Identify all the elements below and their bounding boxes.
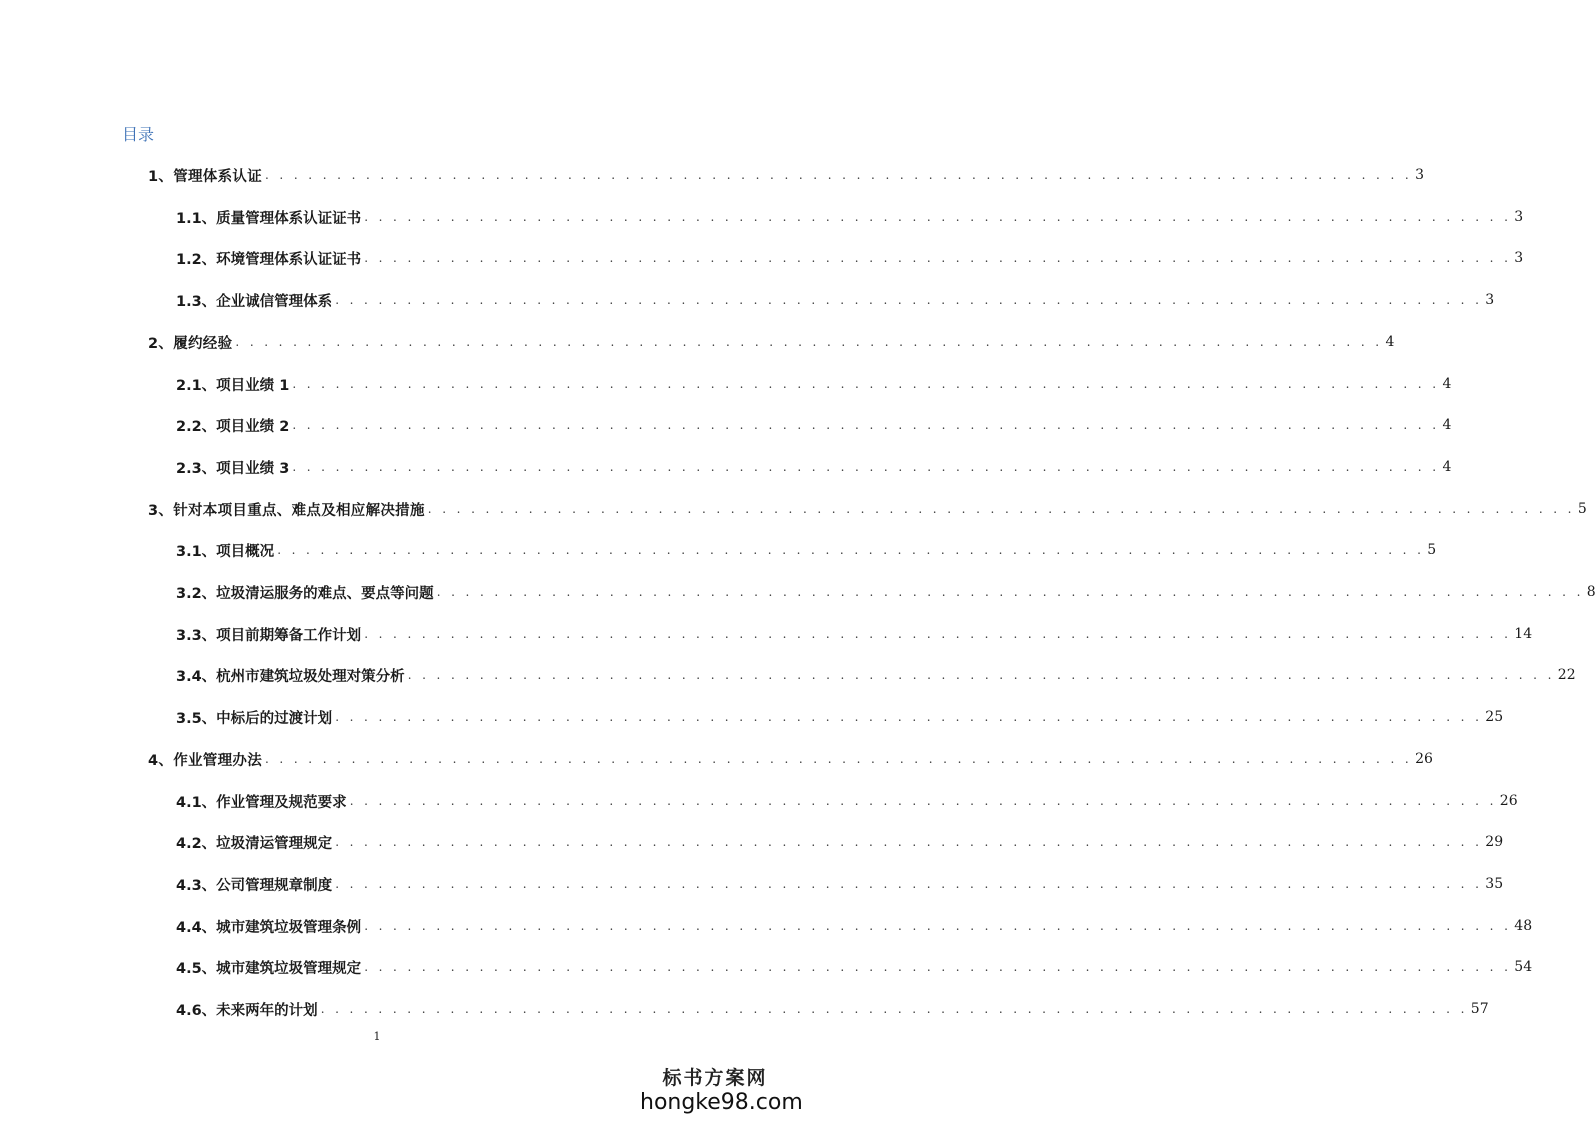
toc-entry-page: 4: [1442, 459, 1452, 475]
toc-leader-dots: . . . . . . . . . . . . . . . . . . . . . . . . . . . . . . . . . . . . . . . . . . . . . . . . . . . . . . . . . . . . . . . . . . . . . . . . . . . . . . . .: [364, 627, 1512, 641]
toc-entry-page: 3: [1415, 167, 1425, 183]
toc-entry[interactable]: [176, 915, 1533, 937]
toc-entry-text: 1.1、质量管理体系认证证书: [176, 210, 362, 227]
toc-entry-page: 4: [1385, 334, 1395, 350]
toc-entry-page: 4: [1442, 417, 1452, 433]
toc-entry-text: 2.2、项目业绩 2: [176, 418, 290, 435]
toc-entry-text: 4.5、城市建筑垃圾管理规定: [176, 960, 362, 977]
toc-entry[interactable]: [148, 331, 1395, 353]
toc-entry[interactable]: [176, 539, 1437, 561]
toc-entry[interactable]: [176, 373, 1452, 395]
toc-entry-text: 1.3、企业诚信管理体系: [176, 293, 333, 310]
toc-entry-page: 35: [1485, 876, 1504, 892]
toc-entry-page: 8: [1586, 584, 1596, 600]
toc-entry-page: 54: [1514, 959, 1533, 975]
toc-entry-page: 14: [1514, 626, 1533, 642]
toc-leader-dots: . . . . . . . . . . . . . . . . . . . . . . . . . . . . . . . . . . . . . . . . . . . . . . . . . . . . . . . . . . . . . . . . . . . . . . . . . . . . . . . .: [320, 1002, 1468, 1016]
toc-entry[interactable]: [176, 414, 1452, 436]
toc-entry[interactable]: [176, 581, 1596, 603]
toc-entry-text: 3、针对本项目重点、难点及相应解决措施: [148, 502, 425, 519]
toc-entry-page: 48: [1514, 918, 1533, 934]
toc-entry-text: 4.6、未来两年的计划: [176, 1002, 318, 1019]
toc-entry[interactable]: [176, 706, 1504, 728]
toc-leader-dots: . . . . . . . . . . . . . . . . . . . . . . . . . . . . . . . . . . . . . . . . . . . . . . . . . . . . . . . . . . . . . . . . . . . . . . . . . . . . . . . .: [364, 251, 1512, 265]
watermark-cn: 标书方案网: [662, 1067, 768, 1089]
toc-leader-dots: . . . . . . . . . . . . . . . . . . . . . . . . . . . . . . . . . . . . . . . . . . . . . . . . . . . . . . . . . . . . . . . . . . . . . . . . . . . . . . . .: [335, 877, 1483, 891]
toc-entry[interactable]: [148, 164, 1425, 186]
toc-entry-page: 29: [1485, 834, 1504, 850]
toc-leader-dots: . . . . . . . . . . . . . . . . . . . . . . . . . . . . . . . . . . . . . . . . . . . . . . . . . . . . . . . . . . . . . . . . . . . . . . . . . . . . . . . .: [407, 668, 1555, 682]
toc-leader-dots: . . . . . . . . . . . . . . . . . . . . . . . . . . . . . . . . . . . . . . . . . . . . . . . . . . . . . . . . . . . . . . . . . . . . . . . . . . . . . . . .: [235, 335, 1383, 349]
toc-leader-dots: . . . . . . . . . . . . . . . . . . . . . . . . . . . . . . . . . . . . . . . . . . . . . . . . . . . . . . . . . . . . . . . . . . . . . . . . . . . . . . . .: [335, 835, 1483, 849]
page-number: 1: [373, 1030, 381, 1043]
toc-leader-dots: . . . . . . . . . . . . . . . . . . . . . . . . . . . . . . . . . . . . . . . . . . . . . . . . . . . . . . . . . . . . . . . . . . . . . . . . . . . . . . . .: [265, 168, 1413, 182]
toc-leader-dots: . . . . . . . . . . . . . . . . . . . . . . . . . . . . . . . . . . . . . . . . . . . . . . . . . . . . . . . . . . . . . . . . . . . . . . . . . . . . . . . .: [292, 418, 1440, 432]
toc-entry-text: 1.2、环境管理体系认证证书: [176, 251, 362, 268]
toc-entry[interactable]: [176, 956, 1533, 978]
toc-entry-page: 5: [1427, 542, 1437, 558]
toc-title: 目录: [122, 125, 155, 144]
toc-entry[interactable]: [176, 873, 1504, 895]
toc-entry-page: 57: [1470, 1001, 1489, 1017]
toc-entry-text: 3.3、项目前期筹备工作计划: [176, 627, 362, 644]
toc-entry-text: 2.3、项目业绩 3: [176, 460, 290, 477]
toc-entry-text: 1、管理体系认证: [148, 168, 262, 185]
toc-entry-page: 26: [1499, 793, 1518, 809]
toc-entry-text: 2、履约经验: [148, 335, 233, 352]
toc-leader-dots: . . . . . . . . . . . . . . . . . . . . . . . . . . . . . . . . . . . . . . . . . . . . . . . . . . . . . . . . . . . . . . . . . . . . . . . . . . . . . . . .: [349, 794, 1497, 808]
toc-leader-dots: . . . . . . . . . . . . . . . . . . . . . . . . . . . . . . . . . . . . . . . . . . . . . . . . . . . . . . . . . . . . . . . . . . . . . . . . . . . . . . . .: [364, 960, 1512, 974]
toc-entry-text: 4.4、城市建筑垃圾管理条例: [176, 919, 362, 936]
toc-entry-text: 3.2、垃圾清运服务的难点、要点等问题: [176, 585, 434, 602]
toc-entry[interactable]: [176, 289, 1495, 311]
toc-entry[interactable]: [148, 748, 1433, 770]
toc-entry-text: 3.4、杭州市建筑垃圾处理对策分析: [176, 668, 405, 685]
toc-entry-page: 22: [1557, 667, 1576, 683]
toc-entry-text: 3.1、项目概况: [176, 543, 275, 560]
toc-entry-page: 5: [1577, 501, 1587, 517]
toc-entry[interactable]: [176, 831, 1504, 853]
watermark: [640, 1066, 803, 1116]
toc-leader-dots: . . . . . . . . . . . . . . . . . . . . . . . . . . . . . . . . . . . . . . . . . . . . . . . . . . . . . . . . . . . . . . . . . . . . . . . . . . . . . . . .: [364, 919, 1512, 933]
toc-entry[interactable]: [176, 456, 1452, 478]
toc-entry[interactable]: [176, 247, 1524, 269]
toc-entry-page: 25: [1485, 709, 1504, 725]
toc-leader-dots: . . . . . . . . . . . . . . . . . . . . . . . . . . . . . . . . . . . . . . . . . . . . . . . . . . . . . . . . . . . . . . . . . . . . . . . . . . . . . . . .: [436, 585, 1584, 599]
toc-entry-page: 3: [1485, 292, 1495, 308]
toc-entry-page: 26: [1415, 751, 1433, 767]
toc-entry-text: 4.1、作业管理及规范要求: [176, 794, 347, 811]
toc-entry[interactable]: [148, 498, 1587, 520]
toc-entry-text: 3.5、中标后的过渡计划: [176, 710, 333, 727]
toc-leader-dots: . . . . . . . . . . . . . . . . . . . . . . . . . . . . . . . . . . . . . . . . . . . . . . . . . . . . . . . . . . . . . . . . . . . . . . . . . . . . . . . .: [292, 377, 1440, 391]
toc-leader-dots: . . . . . . . . . . . . . . . . . . . . . . . . . . . . . . . . . . . . . . . . . . . . . . . . . . . . . . . . . . . . . . . . . . . . . . . . . . . . . . . .: [427, 502, 1575, 516]
toc-entry-page: 3: [1514, 250, 1524, 266]
toc-leader-dots: . . . . . . . . . . . . . . . . . . . . . . . . . . . . . . . . . . . . . . . . . . . . . . . . . . . . . . . . . . . . . . . . . . . . . . . . . . . . . . . .: [335, 293, 1483, 307]
toc-leader-dots: . . . . . . . . . . . . . . . . . . . . . . . . . . . . . . . . . . . . . . . . . . . . . . . . . . . . . . . . . . . . . . . . . . . . . . . . . . . . . . . .: [265, 752, 1413, 766]
toc-entry[interactable]: [176, 998, 1489, 1020]
toc-entry[interactable]: [176, 790, 1518, 812]
toc-entry-text: 4、作业管理办法: [148, 752, 262, 769]
watermark-en: hongke98.com: [640, 1090, 803, 1115]
toc-entry-text: 4.2、垃圾清运管理规定: [176, 835, 333, 852]
toc-entry[interactable]: [176, 664, 1576, 686]
toc-leader-dots: . . . . . . . . . . . . . . . . . . . . . . . . . . . . . . . . . . . . . . . . . . . . . . . . . . . . . . . . . . . . . . . . . . . . . . . . . . . . . . . .: [335, 710, 1483, 724]
toc-entry-page: 4: [1442, 376, 1452, 392]
toc-leader-dots: . . . . . . . . . . . . . . . . . . . . . . . . . . . . . . . . . . . . . . . . . . . . . . . . . . . . . . . . . . . . . . . . . . . . . . . . . . . . . . . .: [364, 210, 1512, 224]
toc-entry[interactable]: [176, 623, 1533, 645]
toc-entry-text: 2.1、项目业绩 1: [176, 377, 290, 394]
toc-entry-page: 3: [1514, 209, 1524, 225]
toc-leader-dots: . . . . . . . . . . . . . . . . . . . . . . . . . . . . . . . . . . . . . . . . . . . . . . . . . . . . . . . . . . . . . . . . . . . . . . . . . . . . . . . .: [277, 543, 1425, 557]
toc-entry[interactable]: [176, 206, 1524, 228]
toc-leader-dots: . . . . . . . . . . . . . . . . . . . . . . . . . . . . . . . . . . . . . . . . . . . . . . . . . . . . . . . . . . . . . . . . . . . . . . . . . . . . . . . .: [292, 460, 1440, 474]
toc-entry-text: 4.3、公司管理规章制度: [176, 877, 333, 894]
